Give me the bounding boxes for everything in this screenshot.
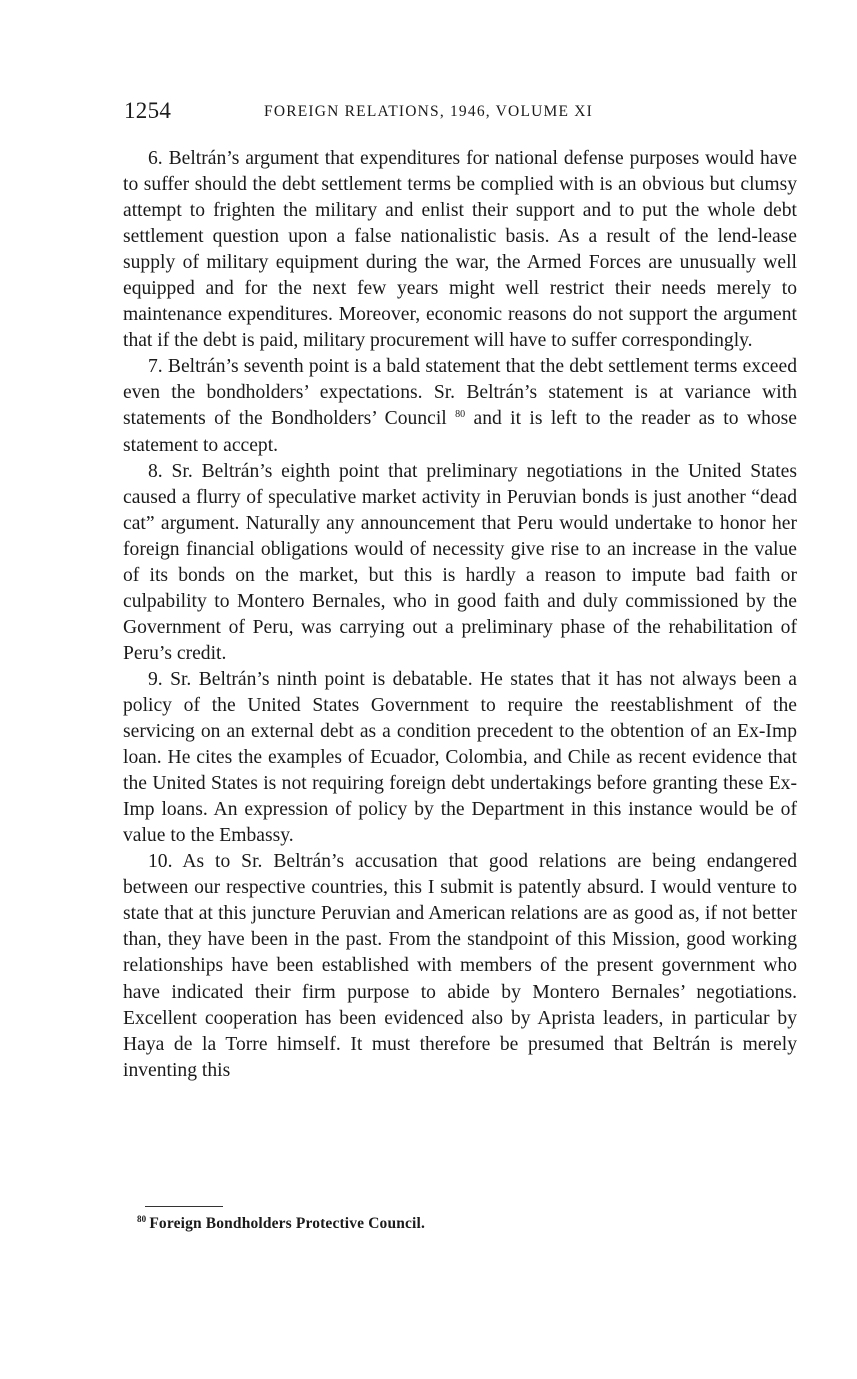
body-text	[123, 146, 797, 1084]
running-head: FOREIGN RELATIONS, 1946, VOLUME XI	[264, 103, 593, 120]
page-header	[124, 98, 796, 128]
paragraph-10: 10. As to Sr. Beltrán’s accusation that good relations are being endangered between our respective countries, this I submit is patently absurd. I would venture to state that at this juncture Peruvian and American relations are as good as, if not better than, they have been in the past. From the standpoint of this Mission, good working relationships have been established with members of the present government who have indicated their firm purpose to abide by Montero Bernales’ negotiations. Excellent cooperation has been evidenced also by Aprista leaders, in particular by Haya de la Torre himself. It must therefore be presumed that Beltrán is merely inventing this	[123, 851, 797, 1081]
page-number: 1254	[124, 98, 172, 123]
paragraph-6: 6. Beltrán’s argument that expenditures for national defense purposes would have to suffer should the debt settlement terms be complied with is an obvious but clumsy attempt to frighten the military and enlist their support and to put the whole debt settlement question upon a false nationalistic basis. As a result of the lend-lease supply of military equipment during the war, the Armed Forces are unusually well equipped and for the next few years might well restrict their needs merely to maintenance expenditures. Moreover, economic reasons do not support the argument that if the debt is paid, military procurement will have to suffer correspondingly.	[123, 148, 797, 352]
footnote-divider	[145, 1206, 223, 1207]
paragraph-7-text-end: and it is left to the reader as to whose statement to accept.	[123, 408, 797, 456]
footnote-reference: 80	[455, 409, 466, 421]
paragraph-7-text: 7. Beltrán’s seventh point is a bald statement that the debt settlement terms exceed even the bondholders’ expectations. Sr. Beltrán’s statement is at variance with statements of the Bondholders’ Council	[123, 356, 797, 430]
paragraph-7	[123, 354, 797, 458]
footnote-text: Foreign Bondholders Protective Council.	[149, 1215, 425, 1232]
footnote	[137, 1215, 425, 1233]
paragraph-9: 9. Sr. Beltrán’s ninth point is debatable. He states that it has not always been a policy of the United States Government to require the reestablishment of the servicing on an external debt as a condition precedent to the obtention of an Ex-Imp loan. He cites the examples of Ecuador, Colombia, and Chile as recent evidence that the United States is not requiring foreign debt undertakings before granting these Ex-Imp loans. An expression of policy by the Department in this instance would be of value to the Embassy.	[123, 668, 797, 847]
paragraph-8: 8. Sr. Beltrán’s eighth point that preliminary negotiations in the United States caused a flurry of speculative market activity in Peruvian bonds is just another “dead cat” argument. Naturally any announcement that Peru would undertake to honor her foreign financial obligations would of necessity give rise to an increase in the value of its bonds on the market, but this is hardly a reason to impute bad faith or culpability to Montero Bernales, who in good faith and duly commissioned by the Government of Peru, was carrying out a preliminary phase of the rehabilitation of Peru’s credit.	[123, 460, 797, 664]
footnote-number: 80	[137, 1214, 147, 1224]
